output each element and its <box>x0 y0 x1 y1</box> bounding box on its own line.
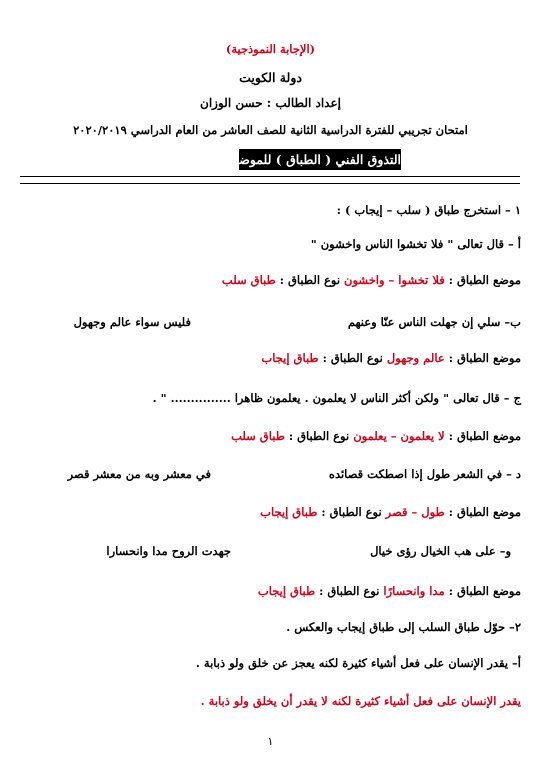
topic-title: التذوق الفني ( الطباق ) للموضوع الأول <box>239 149 401 170</box>
q1-d-verse-left: في معشر وبه من معشر قصر <box>67 467 211 481</box>
q1-d-answer <box>260 505 521 519</box>
q1-instruction: ١ – استخرج طباق ( سلب – إيجاب ) : <box>336 203 521 217</box>
q1-d-verse-right: د – في الشعر طول إذا اصطكت قصائده <box>328 467 521 481</box>
q2-instruction: ٢– حوّل طباق السلب إلى طباق إيجاب والعكس . <box>286 620 521 634</box>
answer-place: طول – قصر <box>385 505 445 519</box>
answer-type: طباق إيجاب <box>261 351 319 365</box>
q2-a-text: أ– يقدر الإنسان على فعل أشياء كثيرة لكنه يعجز عن خلق ولو ذبابة . <box>195 656 521 670</box>
answer-type: طباق إيجاب <box>257 584 316 598</box>
answer-place: لا يعلمون – يعلمون <box>353 429 445 443</box>
answer-place-label: موضع الطباق : <box>448 273 521 287</box>
answer-type-label: نوع الطباق : <box>279 273 341 287</box>
q1-b-verse-right: ب– سلي إن جهلت الناس عنّا وعنهم <box>347 315 521 329</box>
double-divider <box>20 176 520 184</box>
answer-place-label: موضع الطباق : <box>448 351 521 365</box>
answer-type-label: نوع الطباق : <box>288 429 350 443</box>
answer-type: طباق سلب <box>221 273 276 287</box>
exam-title: امتحان تجريبي للفترة الدراسية الثانية للصف العاشر من العام الدراسي ٢٠٢٠/٢٠١٩ <box>73 123 468 137</box>
q1-b-answer <box>261 351 521 365</box>
q1-e-verse-left: جهدت الروح مدا وانحسارا <box>106 544 231 558</box>
answer-place-label: موضع الطباق : <box>448 429 521 443</box>
q1-e-verse-right: و– على هب الخيال رؤى خيال <box>370 544 511 558</box>
country-name: دولة الكويت <box>239 70 302 85</box>
q1-b-verse-left: فليس سواء عالم وجهول <box>73 315 191 329</box>
answer-place-label: موضع الطباق : <box>448 584 521 598</box>
q1-a-text: أ – قال تعالى " فلا تخشوا الناس واخشون " <box>310 237 521 251</box>
answer-type-label: نوع الطباق : <box>322 351 383 365</box>
q1-a-answer <box>222 273 521 287</box>
answer-place: عالم وجهول <box>386 351 445 365</box>
answer-type-label: نوع الطباق : <box>321 505 382 519</box>
prepared-by: إعداد الطالب : حسن الوزان <box>200 96 341 110</box>
page-number: ١ <box>267 735 274 748</box>
q2-a-answer: يقدر الإنسان على فعل أشياء كثيرة لكنه لا يقدر أن يخلق ولو ذبابة . <box>200 694 521 708</box>
q1-c-text: ج – قال تعالى " ولكن أكثر الناس لا يعلمون . يعلمون ظاهرا ............... " . <box>152 391 521 405</box>
q1-c-answer <box>231 429 521 443</box>
answer-place: فلا تخشوا – واخشون <box>344 273 445 287</box>
answer-type-label: نوع الطباق : <box>319 584 380 598</box>
answer-place: مدا وانحسارًا <box>383 584 445 598</box>
model-answer-label: (الإجابة النموذجية) <box>225 42 316 56</box>
answer-type: طباق سلب <box>231 429 285 443</box>
answer-place-label: موضع الطباق : <box>448 505 521 519</box>
answer-type: طباق إيجاب <box>260 505 318 519</box>
q1-e-answer <box>258 584 521 598</box>
